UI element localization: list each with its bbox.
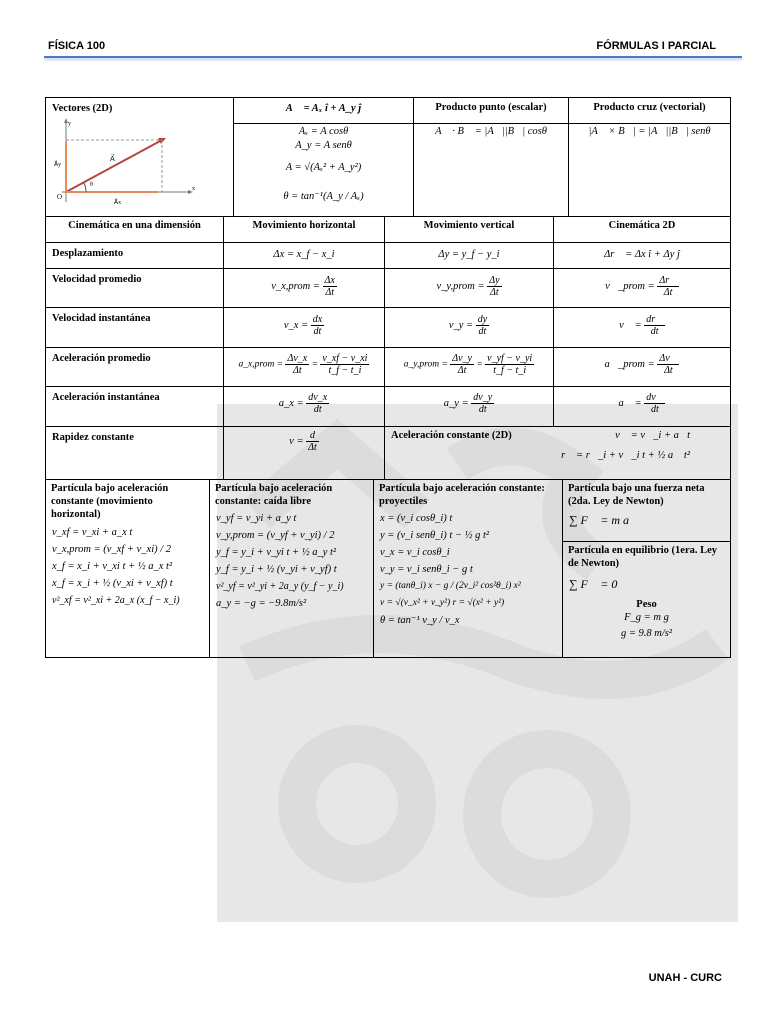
vinst-v: v_y = $\frac{dy}{dt}$ [448, 314, 488, 337]
row-label-ainst: Aceleración instantánea [45, 386, 224, 427]
ainst-v: a_y = $\frac{dv\_y}{dt}$ [443, 392, 493, 415]
diagram-theta: θ [90, 182, 93, 188]
kin-header-4: Cinemática 2D [553, 216, 731, 243]
cross-product-cell [568, 97, 731, 217]
col1-f3: x_f = x_i + ½ (v_xi + v_xf) t [52, 578, 173, 589]
weight-f1: F_g = m g [624, 612, 669, 623]
weight-title: Peso [636, 599, 657, 610]
col3-f2: v_x = v_i cosθ_i [380, 547, 450, 558]
speed-cell [223, 426, 385, 480]
footer-institution: UNAH - CURC [648, 972, 722, 984]
disp-v-cell [384, 242, 554, 269]
col2-f3: y_f = y_i + ½ (v_yi + v_yf) t [216, 564, 337, 575]
aavg-2d-cell [553, 347, 731, 387]
vector-diagram [54, 116, 204, 208]
kin-header-2: Movimiento horizontal [223, 216, 385, 243]
col3-title: Partícula bajo aceleración constante: proyectiles [379, 483, 545, 507]
ainst-2d-cell [553, 386, 731, 427]
acc2d-f2: r⃗ = r⃗_i + v⃗_i t + ½ a⃗ t² [561, 450, 690, 461]
aavg-v-cell [384, 347, 554, 387]
vectors-cell [45, 97, 234, 217]
col4b-title: Partícula en equilibrio (1era. Ley de Newton) [568, 545, 718, 569]
row-label-displacement: Desplazamiento [45, 242, 224, 269]
vavg-v: v_y,prom = $\frac{\Delta y}{\Delta t}$ [436, 275, 500, 298]
weight-f2: g = 9.8 m/s² [620, 628, 673, 639]
kin-header-3: Movimiento vertical [384, 216, 554, 243]
col4a-formula: ∑ F⃗ = m a⃗ [569, 513, 639, 527]
row-label-vavg: Velocidad promedio [45, 268, 224, 308]
vinst-h-cell [223, 307, 385, 348]
diagram-x-label: x [192, 186, 195, 192]
dot-title: Producto punto (escalar) [435, 102, 547, 113]
col3-f3: v_y = v_i senθ_i − g t [380, 564, 473, 575]
vavg-2d-cell [553, 268, 731, 308]
vinst-v-cell [384, 307, 554, 348]
col3-f1: y = (v_i senθ_i) t − ½ g t² [380, 530, 490, 541]
dot-product-cell [413, 97, 569, 217]
acc2d-title: Aceleración constante (2D) [391, 430, 512, 441]
col3-f0: x = (v_i cosθ_i) t [380, 513, 453, 524]
col4b-formula: ∑ F⃗ = 0 [569, 577, 618, 591]
col1-f0: v_xf = v_xi + a_x t [52, 527, 133, 538]
course-title: FÍSICA 100 [48, 40, 106, 52]
col2-f1: v_y,prom = (v_yf + v_yi) / 2 [216, 530, 335, 541]
col1-f1: v_x,prom = (v_xf + v_xi) / 2 [52, 544, 172, 555]
aavg-2d: a⃗_prom = $\frac{\Delta v⃗}{\Delta t}$ [604, 353, 678, 376]
disp-2d-cell [553, 242, 731, 269]
vector-components-cell [233, 123, 414, 217]
aavg-v: a_y,prom = $\frac{\Delta v\_y}{\Delta t}$ = $\frac{v\_yf - v\_yi}{t\_f - t\_i}$ [403, 353, 533, 376]
vavg-v-cell [384, 268, 554, 308]
col3-f4: y = (tanθ_i) x − g / (2v_i² cos²θ_i) x² [380, 581, 521, 591]
speed-formula: v = $\frac{d}{\Delta t}$ [289, 430, 317, 453]
col4a-cell [562, 479, 731, 542]
disp-2d: Δr⃗ = Δx î + Δy ĵ [604, 249, 680, 260]
col2-cell [209, 479, 374, 658]
ainst-v-cell [384, 386, 554, 427]
vectors-title: Vectores (2D) [52, 103, 113, 114]
col3-f5: v = √(v_x² + v_y²) r = √(x² + y²) [380, 598, 505, 608]
vector-def: A⃗ = Aₓ î + A_y ĵ [285, 103, 362, 114]
col4b-cell [562, 541, 731, 658]
ainst-2d: a⃗ = $\frac{dv⃗}{dt}$ [618, 392, 664, 415]
vector-ax: Aₓ = A cosθ [298, 126, 349, 137]
col1-f2: x_f = x_i + v_xi t + ½ a_x t² [52, 561, 173, 572]
ainst-h-cell [223, 386, 385, 427]
kin-header-1: Cinemática en una dimensión [45, 216, 224, 243]
col4a-title: Partícula bajo una fuerza neta (2da. Ley de Newton) [568, 483, 705, 507]
vector-ay: A_y = A senθ [295, 140, 352, 151]
disp-h-cell [223, 242, 385, 269]
vector-angle: θ = tan⁻¹(A_y / Aₓ) [283, 191, 364, 202]
aavg-h: a_x,prom = $\frac{\Delta v\_x}{\Delta t}$ = $\frac{v\_xf - v\_xi}{t\_f - t\_i}$ [238, 353, 368, 376]
col2-f4: v²_yf = v²_yi + 2a_y (y_f − y_i) [216, 581, 344, 592]
row-label-vinst: Velocidad instantánea [45, 307, 224, 348]
vinst-2d-cell [553, 307, 731, 348]
diagram-y-label: y [68, 121, 71, 127]
diagram-Ax: A⃗x [114, 200, 122, 206]
col2-title: Partícula bajo aceleración constante: caída libre [215, 483, 333, 507]
vector-def-cell [233, 97, 414, 124]
col1-f4: v²_xf = v²_xi + 2a_x (x_f − x_i) [52, 595, 180, 606]
row-label-aavg: Aceleración promedio [45, 347, 224, 387]
col2-f0: v_yf = v_yi + a_y t [216, 513, 297, 524]
cross-formula: |A⃗ × B⃗| = |A⃗||B⃗| senθ [588, 126, 711, 137]
diagram-Ay: A⃗y [54, 162, 62, 168]
col1-title: Partícula bajo aceleración constante (movimiento horizontal) [51, 483, 169, 520]
header-rule [44, 56, 742, 58]
acc2d-cell [384, 426, 731, 480]
disp-v: Δy = y_f − y_i [438, 249, 500, 260]
col3-cell [373, 479, 563, 658]
col2-f2: y_f = y_i + v_yi t + ½ a_y t² [216, 547, 337, 558]
cross-title: Producto cruz (vectorial) [593, 102, 706, 113]
row-label-speed: Rapidez constante [45, 426, 224, 480]
vinst-h: v_x = $\frac{dx}{dt}$ [283, 314, 323, 337]
col1-cell [45, 479, 210, 658]
vavg-h-cell [223, 268, 385, 308]
col2-f5: a_y = −g = −9.8m/s² [216, 598, 307, 609]
diagram-origin: O [57, 193, 63, 201]
dot-formula: A⃗ · B⃗ = |A⃗||B⃗| cosθ [435, 126, 547, 137]
disp-h: Δx = x_f − x_i [273, 249, 335, 260]
vector-magnitude: A = √(Aₓ² + A_y²) [285, 162, 362, 173]
row-divider [413, 123, 731, 124]
col3-f6: θ = tan⁻¹ v_y / v_x [380, 615, 460, 626]
vinst-2d: v⃗ = $\frac{dr⃗}{dt}$ [619, 314, 663, 337]
acc2d-f1: v⃗ = v⃗_i + a⃗t [615, 430, 690, 441]
ainst-h: a_x = $\frac{dv\_x}{dt}$ [278, 392, 328, 415]
aavg-h-cell [223, 347, 385, 387]
vavg-h: v_x,prom = $\frac{\Delta x}{\Delta t}$ [271, 275, 335, 298]
vavg-2d: v⃗_prom = $\frac{\Delta r⃗}{\Delta t}$ [605, 275, 677, 298]
diagram-A: A⃗ [110, 155, 115, 163]
document-title: FÓRMULAS I PARCIAL [596, 40, 716, 52]
